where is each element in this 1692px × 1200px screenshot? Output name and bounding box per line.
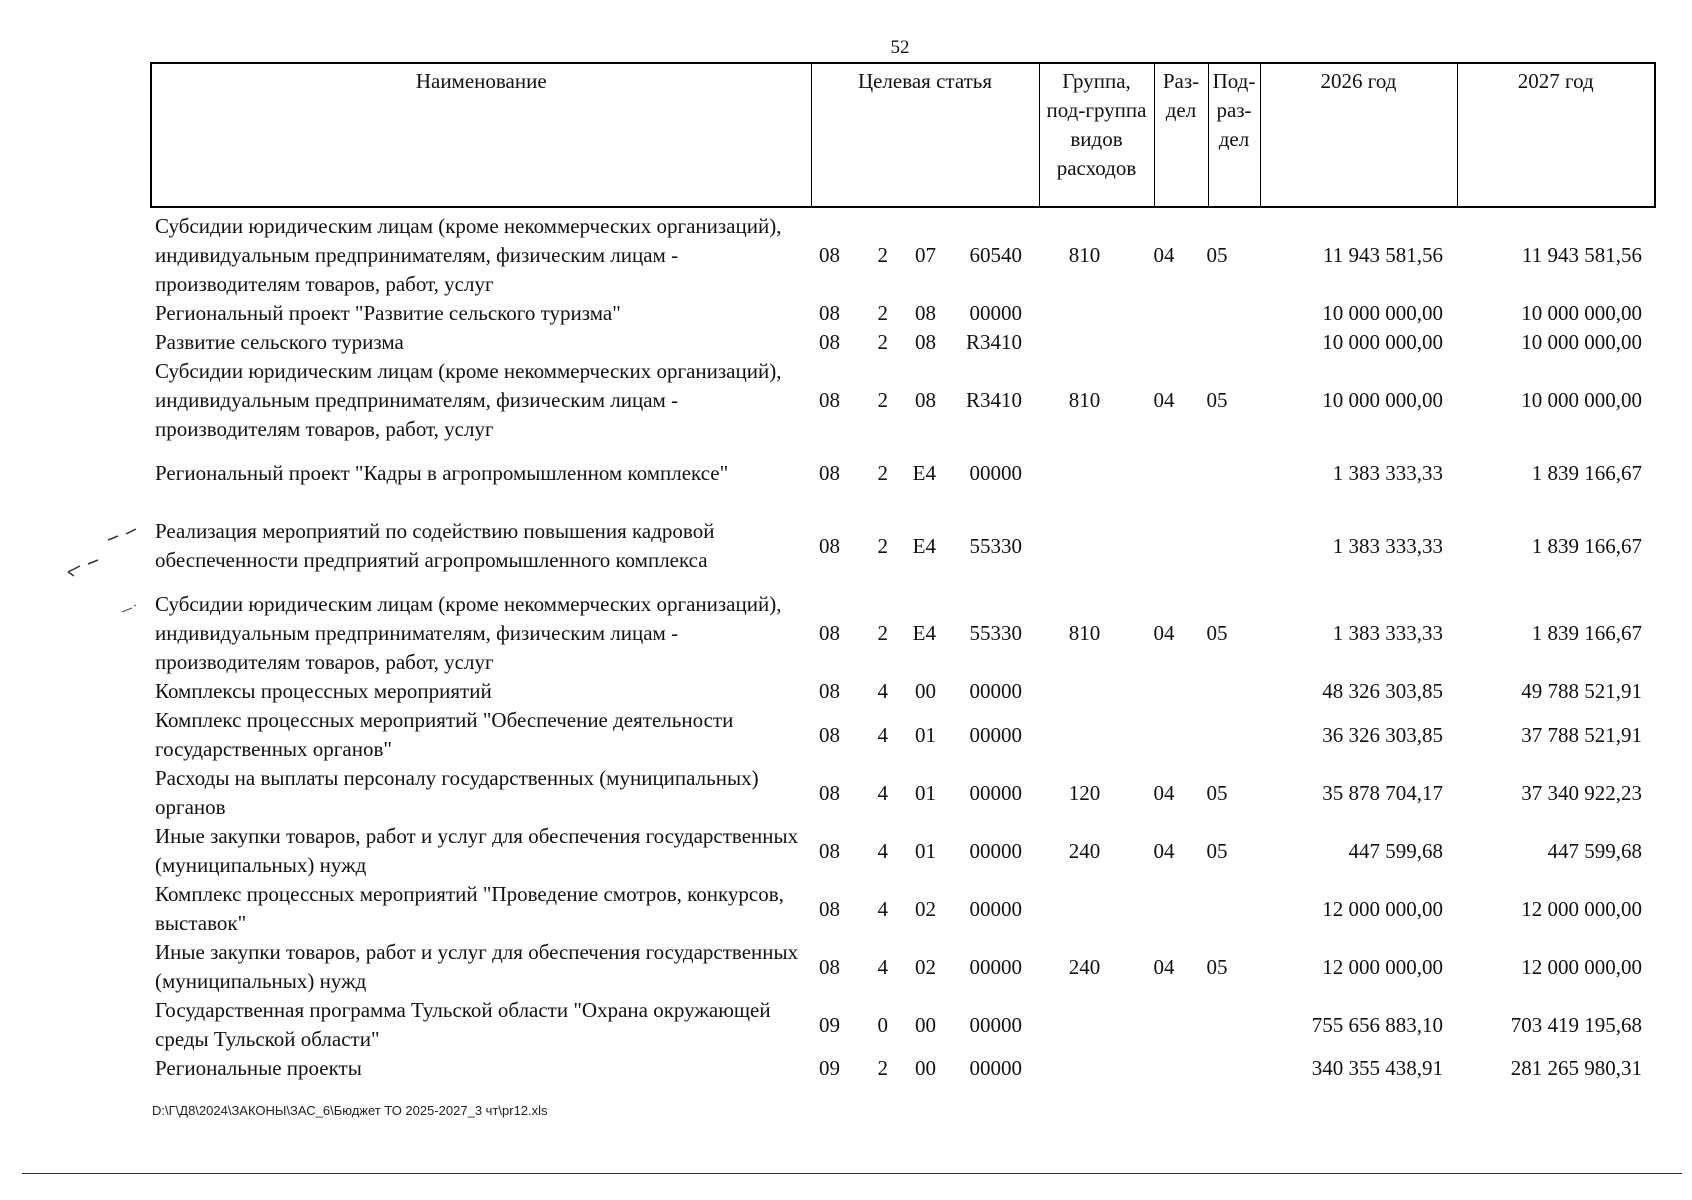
row-name: Региональный проект "Развитие сельского туризма"	[155, 301, 621, 325]
cell: 08	[819, 679, 840, 703]
header-razdel: Раз-дел	[1154, 63, 1208, 207]
cell: 00000	[969, 301, 1022, 325]
cell: 08	[819, 722, 840, 747]
cell: 00000	[969, 780, 1022, 805]
bottom-divider	[22, 1173, 1682, 1174]
cell: 05	[1206, 621, 1228, 645]
cell: 2	[877, 330, 888, 354]
cell: 01	[915, 838, 936, 863]
row-name: Государственная программа Тульской области "Охрана окружающей среды Тульской области"	[155, 998, 771, 1051]
cell: 08	[819, 301, 840, 325]
cell: 05	[1206, 388, 1228, 412]
cell: 00000	[969, 1056, 1022, 1080]
cell: 2	[877, 301, 888, 325]
cell: 2	[877, 621, 888, 645]
cell: 1 383 333,33	[1332, 460, 1443, 485]
cell: Е4	[912, 460, 936, 485]
cell: 10 000 000,00	[1322, 388, 1443, 412]
cell: 36 326 303,85	[1322, 722, 1443, 747]
cell: 00	[915, 1012, 936, 1037]
cell: 08	[819, 533, 840, 558]
cell: 02	[915, 896, 936, 921]
cell: 05	[1206, 838, 1228, 863]
cell: R3410	[965, 388, 1022, 412]
cell: 4	[877, 780, 888, 805]
cell: 04	[1153, 243, 1175, 267]
header-year-2027: 2027 год	[1457, 63, 1655, 207]
cell: 60540	[969, 243, 1022, 267]
cell: 08	[819, 954, 840, 979]
table-row	[150, 764, 1642, 822]
cell: 240	[1068, 954, 1101, 979]
file-path: D:\Г\Д8\2024\ЗАКОНЫ\ЗАС_6\Бюджет ТО 2025-2027_3 чт\pr12.xls	[152, 1103, 548, 1118]
cell: 810	[1068, 621, 1101, 645]
row-name: Комплекс процессных мероприятий "Проведение смотров, конкурсов, выставок"	[155, 882, 784, 935]
cell: 49 788 521,91	[1521, 679, 1642, 703]
cell: 12 000 000,00	[1322, 954, 1443, 979]
cell: 08	[819, 243, 840, 267]
cell: 00000	[969, 722, 1022, 747]
table-row	[150, 212, 1642, 299]
cell: 4	[877, 954, 888, 979]
cell: 08	[819, 780, 840, 805]
cell: 12 000 000,00	[1521, 954, 1642, 979]
row-name: Расходы на выплаты персоналу государственных (муниципальных) органов	[155, 766, 759, 819]
cell: 447 599,68	[1348, 838, 1443, 863]
cell: 00000	[969, 954, 1022, 979]
cell: 703 419 195,68	[1510, 1012, 1642, 1037]
table-row	[150, 502, 1642, 590]
cell: 08	[915, 330, 936, 354]
cell: 4	[877, 679, 888, 703]
cell: 10 000 000,00	[1322, 330, 1443, 354]
cell: 10 000 000,00	[1521, 330, 1642, 354]
cell: 11 943 581,56	[1522, 243, 1642, 267]
cell: 120	[1068, 780, 1101, 805]
cell: 05	[1206, 954, 1228, 979]
cell: 08	[819, 896, 840, 921]
cell: 08	[819, 330, 840, 354]
cell: 01	[915, 780, 936, 805]
cell: 1 383 333,33	[1332, 621, 1443, 645]
row-name: Иные закупки товаров, работ и услуг для обеспечения государственных (муниципальных) нужд	[155, 824, 799, 877]
cell: 11 943 581,56	[1323, 243, 1443, 267]
table-body	[150, 212, 1642, 1083]
cell: 2	[877, 533, 888, 558]
cell: 281 265 980,31	[1510, 1056, 1642, 1080]
row-name: Комплекс процессных мероприятий "Обеспечение деятельности государственных органов"	[155, 708, 734, 761]
cell: 810	[1068, 243, 1101, 267]
cell: 2	[877, 460, 888, 485]
cell: 08	[915, 388, 936, 412]
cell: 755 656 883,10	[1311, 1012, 1443, 1037]
cell: 00	[915, 679, 936, 703]
cell: 00000	[969, 1012, 1022, 1037]
cell: 12 000 000,00	[1521, 896, 1642, 921]
row-name: Иные закупки товаров, работ и услуг для обеспечения государственных (муниципальных) нужд	[155, 940, 799, 993]
header-group: Группа, под-группа видов расходов	[1039, 63, 1154, 207]
cell: 1 839 166,67	[1531, 460, 1642, 485]
table-row	[150, 444, 1642, 502]
table-row	[150, 357, 1642, 444]
cell: 55330	[969, 533, 1022, 558]
cell: 2	[877, 388, 888, 412]
cell: 08	[819, 838, 840, 863]
cell: 10 000 000,00	[1322, 301, 1443, 325]
cell: 00	[915, 1056, 936, 1080]
cell: 55330	[969, 621, 1022, 645]
cell: 08	[819, 460, 840, 485]
cell: 07	[915, 243, 936, 267]
cell: 09	[819, 1056, 840, 1080]
cell: 12 000 000,00	[1322, 896, 1443, 921]
table-row	[150, 938, 1642, 996]
cell: 1 839 166,67	[1531, 621, 1642, 645]
cell: 10 000 000,00	[1521, 388, 1642, 412]
cell: 10 000 000,00	[1521, 301, 1642, 325]
cell: 2	[877, 243, 888, 267]
cell: 04	[1153, 954, 1175, 979]
cell: 1 839 166,67	[1531, 533, 1642, 558]
cell: 48 326 303,85	[1322, 679, 1443, 703]
cell: 810	[1068, 388, 1101, 412]
cell: 09	[819, 1012, 840, 1037]
table-row	[150, 328, 1642, 357]
table-row	[150, 299, 1642, 328]
header-podrazdel: Под-раз-дел	[1208, 63, 1260, 207]
row-name: Региональный проект "Кадры в агропромышленном комплексе"	[155, 460, 729, 485]
cell: 04	[1153, 780, 1175, 805]
cell: 0	[877, 1012, 888, 1037]
header-name: Наименование	[151, 63, 811, 207]
row-name: Субсидии юридическим лицам (кроме некоммерческих организаций), индивидуальным предпринимателям, физическим лицам - производителям товаров, работ, услуг	[155, 359, 782, 441]
cell: 01	[915, 722, 936, 747]
cell: 04	[1153, 621, 1175, 645]
cell: 05	[1206, 243, 1228, 267]
cell: 340 355 438,91	[1311, 1056, 1443, 1080]
cell: 08	[819, 388, 840, 412]
cell: 1 383 333,33	[1332, 533, 1443, 558]
row-name: Комплексы процессных мероприятий	[155, 679, 492, 703]
cell: 00000	[969, 679, 1022, 703]
cell: 02	[915, 954, 936, 979]
table-row	[150, 1054, 1642, 1083]
cell: 447 599,68	[1547, 838, 1642, 863]
row-name: Региональные проекты	[155, 1056, 362, 1080]
cell: 4	[877, 896, 888, 921]
table-row	[150, 706, 1642, 764]
cell: 240	[1068, 838, 1101, 863]
page-number: 52	[890, 37, 910, 58]
cell: 08	[819, 621, 840, 645]
cell: 00000	[969, 838, 1022, 863]
cell: 2	[877, 1056, 888, 1080]
cell: R3410	[965, 330, 1022, 354]
pen-marks	[60, 520, 150, 630]
row-name: Субсидии юридическим лицам (кроме некоммерческих организаций), индивидуальным предпринимателям, физическим лицам - производителям товаров, работ, услуг	[155, 592, 782, 674]
row-name: Субсидии юридическим лицам (кроме некоммерческих организаций), индивидуальным предпринимателям, физическим лицам - производителям товаров, работ, услуг	[155, 214, 782, 296]
cell: 04	[1153, 388, 1175, 412]
table-row	[150, 880, 1642, 938]
table-header	[150, 62, 1656, 208]
cell: 37 340 922,23	[1521, 780, 1642, 805]
cell: 4	[877, 722, 888, 747]
header-year-2026: 2026 год	[1260, 63, 1457, 207]
row-name: Развитие сельского туризма	[155, 330, 404, 354]
cell: 05	[1206, 780, 1228, 805]
row-name: Реализация мероприятий по содействию повышения кадровой обеспеченности предприятий агропромышленного комплекса	[155, 519, 715, 572]
cell: Е4	[912, 533, 936, 558]
cell: 00000	[969, 460, 1022, 485]
cell: 08	[915, 301, 936, 325]
table-row	[150, 996, 1642, 1054]
cell: 35 878 704,17	[1322, 780, 1443, 805]
table-row	[150, 822, 1642, 880]
header-target-article: Целевая статья	[811, 63, 1039, 207]
cell: 4	[877, 838, 888, 863]
cell: 04	[1153, 838, 1175, 863]
table-row	[150, 590, 1642, 677]
cell: 00000	[969, 896, 1022, 921]
table-row	[150, 677, 1642, 706]
cell: 37 788 521,91	[1521, 722, 1642, 747]
cell: Е4	[912, 621, 936, 645]
